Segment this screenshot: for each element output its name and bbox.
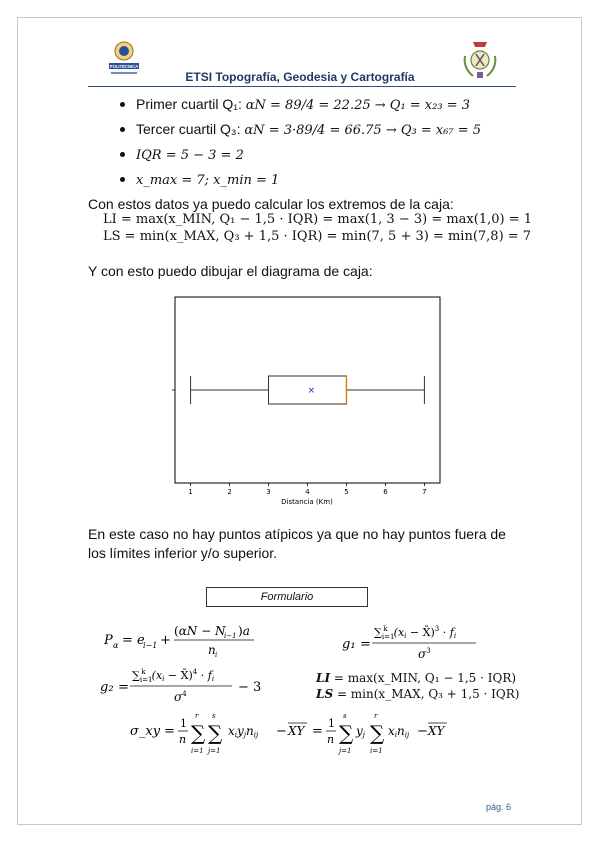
list-item: [136, 94, 481, 119]
x-tick-label: 6: [383, 488, 388, 496]
x-tick-label: 3: [266, 488, 271, 496]
svg-text:∑: ∑: [208, 721, 223, 745]
svg-text:∑: ∑: [191, 721, 206, 745]
ls-label: LS: [316, 687, 334, 701]
list-item: [136, 119, 481, 144]
svg-text:n: n: [179, 733, 187, 746]
svg-text:−: −: [276, 724, 287, 739]
svg-text:XY: XY: [428, 724, 445, 738]
list-item: [136, 169, 481, 194]
boxplot-chart: [150, 290, 450, 515]
li-ls-formulas: [316, 670, 519, 702]
svg-text:1: 1: [180, 717, 187, 730]
bullet-formula: αN = 3·89/4 = 66.75 → Q₃ = x₆₇ = 5: [244, 123, 482, 138]
svg-text:s: s: [343, 712, 347, 720]
svg-text:j=1: j=1: [208, 747, 221, 755]
svg-text:1: 1: [328, 717, 335, 730]
atipicos-line-1: En este caso no hay puntos atípicos ya que no hay puntos fuera de: [88, 526, 506, 542]
svg-text:σ3: $\sigma^3$: [418, 647, 431, 661]
svg-text:i: i: [215, 651, 218, 658]
diagram-intro: Y con esto puedo dibujar el diagrama de caja:: [88, 263, 373, 279]
svg-text:xiyjnij: xiyjnij: [228, 724, 259, 739]
svg-text:= e: = e: [122, 633, 145, 648]
covariance-formula: [130, 708, 450, 761]
g1-formula: [342, 622, 482, 665]
svg-text:XY: XY: [288, 724, 305, 738]
svg-text:j=1: j=1: [339, 747, 352, 755]
svg-text:i=1: i=1: [370, 747, 383, 755]
svg-text:=: =: [360, 637, 371, 652]
svg-text:∑: ∑: [339, 721, 354, 745]
svg-text:α: α: [113, 641, 119, 650]
svg-text:(αN − N: (αN − N: [174, 624, 226, 638]
x-tick-label: 1: [188, 488, 193, 496]
svg-text:n: n: [327, 733, 335, 746]
header-title: ETSI Topografía, Geodesia y Cartografía: [185, 70, 415, 84]
svg-text:−: −: [417, 724, 428, 739]
atipicos-line-2: los límites inferior y/o superior.: [88, 545, 278, 561]
svg-text:σ_xy: σ_xy: [130, 724, 161, 739]
svg-text:σ4: $\sigma^4$: [174, 690, 187, 704]
x-axis-label: Distancia (Km): [281, 498, 333, 506]
svg-text:∑i=1k(xi − X̄)3 · fi: $\sum_{i=1}k$ (xi − X̄)$^3$ · fi: [374, 625, 457, 641]
page-number: pág. 6: [486, 802, 512, 812]
svg-text:n: n: [208, 643, 216, 657]
extremos-intro: Con estos datos ya puedo calcular los extremos de la caja:: [88, 196, 454, 212]
list-item: [136, 144, 481, 169]
svg-text:=: =: [312, 724, 323, 739]
ls-rhs: = min(x_MAX, Q₃ + 1,5 · IQR): [336, 687, 520, 701]
svg-text:)a: )a: [238, 624, 250, 638]
svg-text:s: s: [212, 712, 216, 720]
bullet-formula: x_max = 7; x_min = 1: [136, 173, 280, 188]
bullet-label: Tercer cuartil Q₃:: [136, 121, 241, 137]
x-tick-label: 4: [305, 488, 310, 496]
svg-text:yj: yj: [356, 724, 365, 739]
svg-text:i=1: i=1: [191, 747, 204, 755]
svg-text:r: r: [195, 712, 199, 720]
x-tick-label: 2: [227, 488, 232, 496]
quartile-list: [136, 94, 481, 194]
li-formula: LI = max(x_MIN, Q₁ − 1,5 · IQR) = max(1, 3 − 3) = max(1,0) = 1: [103, 212, 532, 227]
upm-logo-text: POLITÉCNICA: [109, 63, 139, 69]
svg-text:=: =: [118, 680, 129, 695]
svg-text:P: P: [104, 633, 113, 648]
svg-text:g₁: g₁: [342, 637, 356, 652]
svg-text:∑i=1k(xi − X̄)4 · fi: $\sum_{i=1}k$ (xi − X̄)$^4$ · fi: [132, 668, 215, 684]
svg-text:=: =: [164, 724, 175, 739]
bullet-label: Primer cuartil Q₁:: [136, 96, 242, 112]
x-tick-label: 5: [344, 488, 349, 496]
x-tick-label: 7: [422, 488, 427, 496]
svg-text:∑: ∑: [370, 721, 385, 745]
bullet-formula: IQR = 5 − 3 = 2: [136, 148, 244, 163]
g2-formula: [100, 665, 270, 708]
svg-text:i−1: i−1: [224, 632, 237, 640]
svg-text:xinij: xinij: [388, 724, 410, 739]
mean-marker: ×: [307, 386, 316, 396]
svg-text:− 3: − 3: [238, 680, 262, 695]
header-divider: [88, 86, 516, 87]
percentile-formula: [104, 622, 274, 661]
svg-text:r: r: [374, 712, 378, 720]
bullet-formula: αN = 89/4 = 22.25 → Q₁ = x₂₃ = 3: [245, 98, 470, 113]
svg-text:+: +: [160, 633, 171, 648]
li-label: LI: [316, 671, 331, 685]
li-rhs: = max(x_MIN, Q₁ − 1,5 · IQR): [333, 671, 517, 685]
ls-formula: LS = min(x_MAX, Q₃ + 1,5 · IQR) = min(7, 5 + 3) = min(7,8) = 7: [103, 229, 532, 244]
svg-text:i−1: i−1: [143, 641, 158, 650]
formulario-title: Formulario: [206, 587, 368, 607]
svg-text:g₂: g₂: [100, 680, 114, 695]
